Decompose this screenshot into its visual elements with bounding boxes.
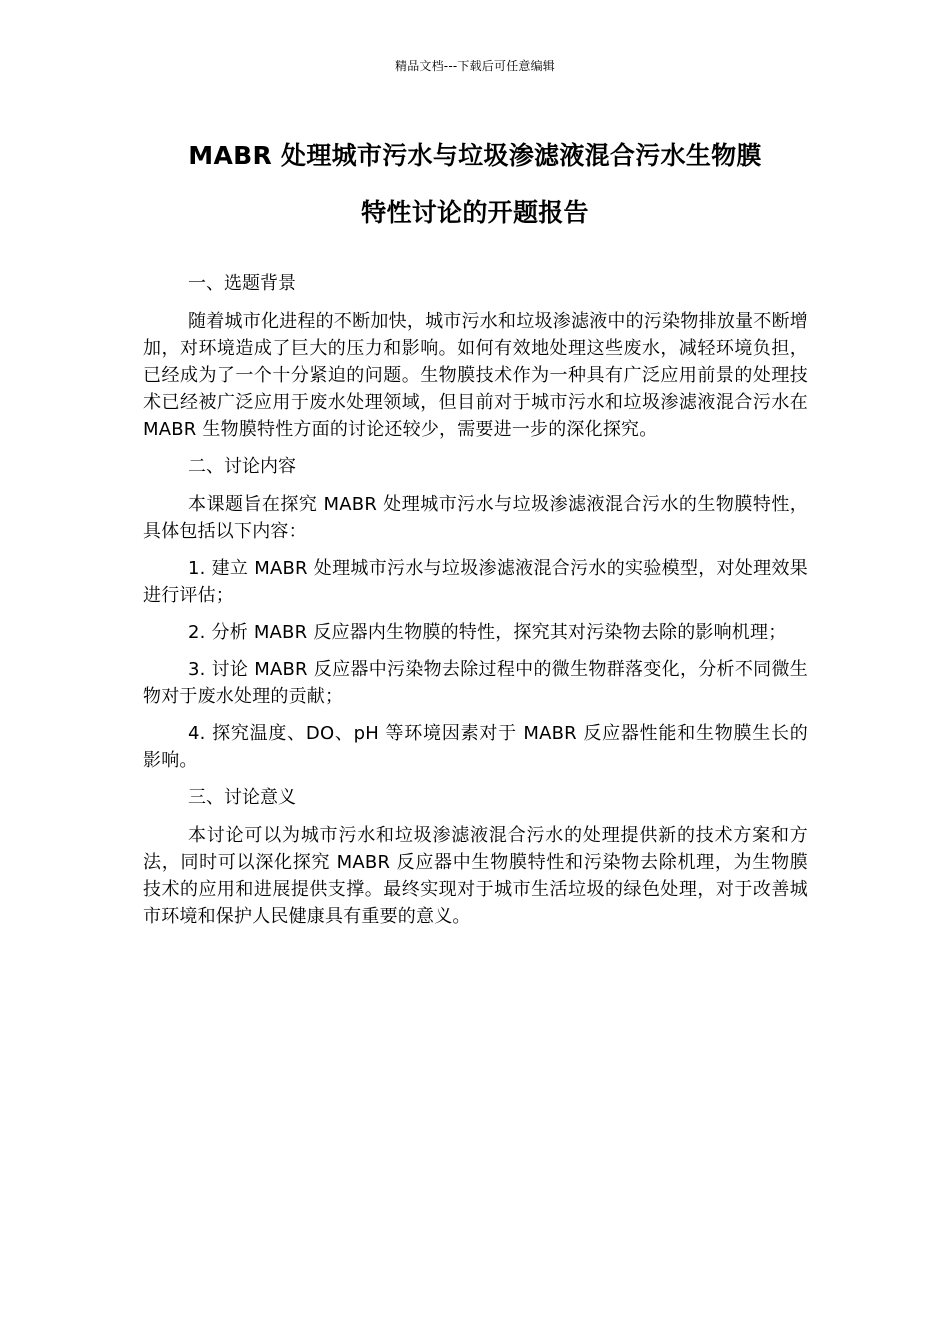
content-item-3: 3. 讨论 MABR 反应器中污染物去除过程中的微生物群落变化，分析不同微生物对于废水处理的贡献； [143, 659, 808, 707]
content-intro-paragraph: 本课题旨在探究 MABR 处理城市污水与垃圾渗滤液混合污水的生物膜特性，具体包括以下内容： [143, 494, 808, 542]
header-note: 精品文档---下载后可任意编辑 [395, 59, 555, 73]
document-title-line-1: MABR 处理城市污水与垃圾渗滤液混合污水生物膜 [188, 141, 762, 170]
document-body [143, 270, 808, 940]
section-heading-content: 二、讨论内容 [188, 456, 296, 477]
content-item-1: 1. 建立 MABR 处理城市污水与垃圾渗滤液混合污水的实验模型，对处理效果进行评估； [143, 558, 808, 606]
section-heading-background: 一、选题背景 [188, 273, 296, 294]
section-heading-significance: 三、讨论意义 [188, 787, 296, 808]
background-paragraph: 随着城市化进程的不断加快，城市污水和垃圾渗滤液中的污染物排放量不断增加，对环境造成了巨大的压力和影响。如何有效地处理这些废水，减轻环境负担，已经成为了一个十分紧迫的问题。生物膜技术作为一种具有广泛应用前景的处理技术已经被广泛应用于废水处理领域，但目前对于城市污水和垃圾渗滤液混合污水在 MABR 生物膜特性方面的讨论还较少，需要进一步的深化探究。 [143, 311, 808, 440]
significance-paragraph: 本讨论可以为城市污水和垃圾渗滤液混合污水的处理提供新的技术方案和方法，同时可以深化探究 MABR 反应器中生物膜特性和污染物去除机理，为生物膜技术的应用和进展提供支撑。最终实现对于城市生活垃圾的绿色处理，对于改善城市环境和保护人民健康具有重要的意义。 [143, 825, 808, 927]
content-item-2: 2. 分析 MABR 反应器内生物膜的特性，探究其对污染物去除的影响机理； [188, 622, 787, 643]
content-item-4: 4. 探究温度、DO、pH 等环境因素对于 MABR 反应器性能和生物膜生长的影响。 [143, 723, 808, 771]
document-title-line-2: 特性讨论的开题报告 [361, 198, 589, 227]
